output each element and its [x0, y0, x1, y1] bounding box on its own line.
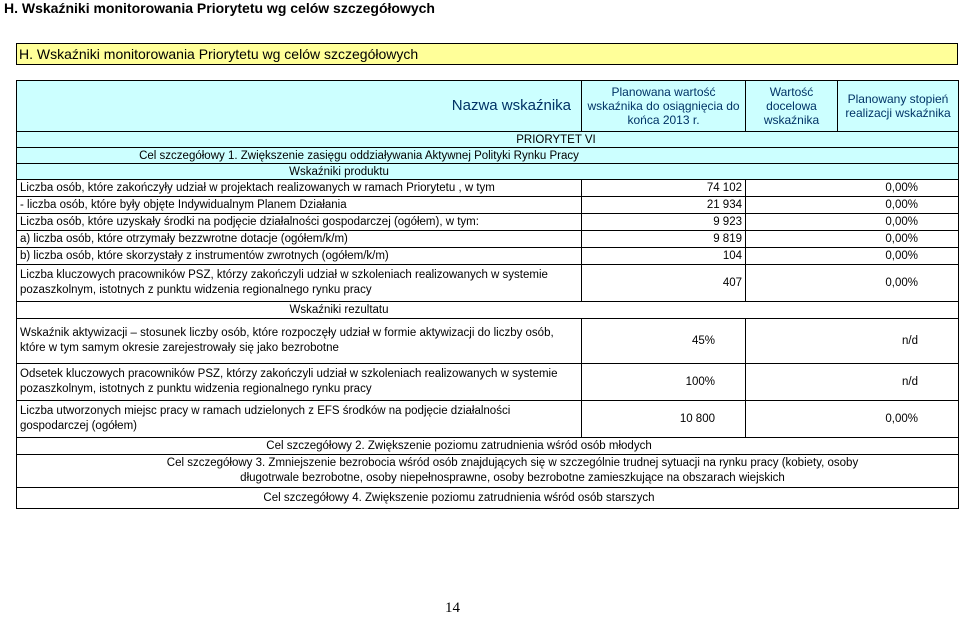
indicator-degree: 0,00%: [746, 214, 959, 231]
product-header-row: [17, 164, 959, 180]
indicator-degree: 0,00%: [746, 248, 959, 265]
indicator-name: - liczba osób, które były objęte Indywidualnym Planem Działania: [17, 197, 582, 214]
goal1-label: Cel szczegółowy 1.: [139, 149, 238, 162]
indicator-name: Wskaźnik aktywizacji – stosunek liczby osób, które rozpoczęły udział w formie aktywizacji do liczby osób, które w tym samym okresie zarejestrowały się jako bezrobotne: [17, 319, 582, 364]
column-header-degree: Planowany stopień realizacji wskaźnika: [838, 81, 959, 132]
result-header-row: [17, 302, 959, 319]
indicator-target: 9 923: [582, 214, 746, 231]
indicator-target: 407: [582, 265, 746, 302]
page-number: 14: [445, 600, 460, 616]
table-row: [17, 319, 959, 364]
goal3-text: Zmniejszenie bezrobocia wśród osób znajdujących się w szczególnie trudnej sytuacji na rynku pracy (kobiety, osoby długotrwale bezrobotne, osoby niepełnosprawne, osoby bezrobotne zamieszkujące na obszarach wiejskich: [240, 457, 859, 484]
indicator-name: Liczba kluczowych pracowników PSZ, którzy zakończyli udział w szkoleniach realizowanych w systemie pozaszkolnym, istotnych z punktu widzenia regionalnego rynku pracy: [17, 265, 582, 302]
indicator-name: Liczba osób, które zakończyły udział w projektach realizowanych w ramach Priorytetu , w tym: [17, 180, 582, 197]
indicator-target: 100%: [582, 364, 746, 401]
goal4-label: Cel szczegółowy 4.: [263, 492, 362, 504]
indicator-name: Odsetek kluczowych pracowników PSZ, którzy zakończyli udział w szkoleniach realizowanych w systemie pozaszkolnym, istotnych z punktu widzenia regionalnego rynku pracy: [17, 364, 582, 401]
goal2-text: Zwiększenie poziomu zatrudnienia wśród osób młodych: [367, 440, 652, 452]
indicator-target: 74 102: [582, 180, 746, 197]
table-row: [17, 364, 959, 401]
column-header-planned: Planowana wartość wskaźnika do osiągnięcia do końca 2013 r.: [582, 81, 746, 132]
goal3-cell: [17, 455, 959, 488]
column-header-name: Nazwa wskaźnika: [17, 81, 582, 132]
goal1-text: Zwiększenie zasięgu oddziaływania Aktywnej Polityki Rynku Pracy: [240, 149, 579, 162]
goal4-text: Zwiększenie poziomu zatrudnienia wśród osób starszych: [365, 492, 655, 504]
column-header-target: Wartość docelowa wskaźnika: [746, 81, 838, 132]
indicators-table: [16, 80, 959, 509]
indicator-target: 21 934: [582, 197, 746, 214]
indicator-name: Liczba utworzonych miejsc pracy w ramach udzielonych z EFS środków na podjęcie działalności gospodarczej (ogółem): [17, 401, 582, 438]
indicator-target: 45%: [582, 319, 746, 364]
table-row: [17, 197, 959, 214]
indicator-name: a) liczba osób, które otrzymały bezzwrotne dotacje (ogółem/k/m): [17, 231, 582, 248]
indicator-target: 10 800: [582, 401, 746, 438]
table-row: [17, 231, 959, 248]
indicator-target: 9 819: [582, 231, 746, 248]
priority-row: [17, 132, 959, 148]
goal4-cell: [17, 488, 959, 509]
table-row: [17, 248, 959, 265]
product-header: Wskaźniki produktu: [17, 164, 959, 180]
page-heading: H. Wskaźniki monitorowania Priorytetu wg celów szczegółowych: [4, 0, 435, 16]
table-header-row: [17, 81, 959, 132]
goal2-cell: [17, 438, 959, 455]
table-row: [17, 265, 959, 302]
indicator-degree: 0,00%: [746, 401, 959, 438]
goal1-row: [17, 148, 959, 164]
section-title-box: H. Wskaźniki monitorowania Priorytetu wg celów szczegółowych: [16, 43, 958, 65]
goal4-row: [17, 488, 959, 509]
indicator-name: b) liczba osób, które skorzystały z instrumentów zwrotnych (ogółem/k/m): [17, 248, 582, 265]
indicator-degree: n/d: [746, 319, 959, 364]
table-row: [17, 180, 959, 197]
goal1-cell: [17, 148, 959, 164]
table-row: [17, 214, 959, 231]
goal2-label: Cel szczegółowy 2.: [266, 440, 365, 452]
goal3-row: [17, 455, 959, 488]
indicator-target: 104: [582, 248, 746, 265]
indicator-degree: n/d: [746, 364, 959, 401]
priority-label: PRIORYTET VI: [17, 132, 959, 148]
goal3-label: Cel szczegółowy 3.: [166, 457, 266, 469]
result-header: Wskaźniki rezultatu: [17, 302, 959, 319]
indicator-degree: 0,00%: [746, 197, 959, 214]
goal2-row: [17, 438, 959, 455]
indicator-degree: 0,00%: [746, 265, 959, 302]
indicator-degree: 0,00%: [746, 180, 959, 197]
table-row: [17, 401, 959, 438]
indicator-name: Liczba osób, które uzyskały środki na podjęcie działalności gospodarczej (ogółem), w tym:: [17, 214, 582, 231]
indicator-degree: 0,00%: [746, 231, 959, 248]
